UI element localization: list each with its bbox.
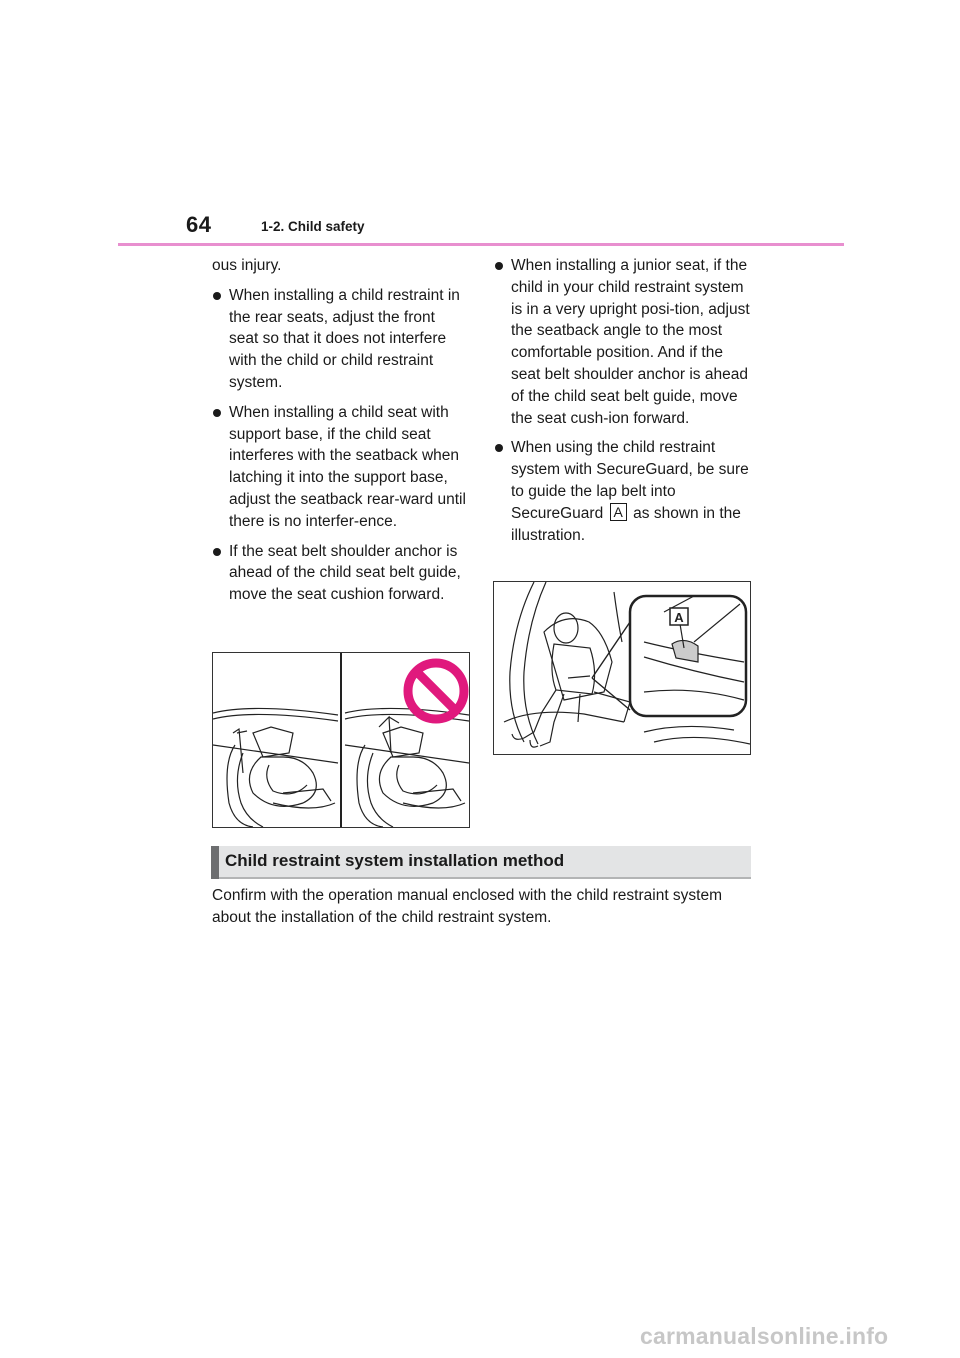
list-item (212, 285, 468, 394)
secureguard-illustration (493, 581, 751, 755)
secureguard-drawing (494, 582, 750, 754)
bullet-icon (213, 292, 221, 300)
list-item-text: When installing a junior seat, if the child in your child restraint system is in a very upright posi-tion, adjust the seatback angle to the most comfortable position. And if the seat belt shoulder anchor is ahead of the child seat belt guide, move the seat cush-ion forward. (511, 257, 750, 427)
subheading (211, 846, 751, 879)
bullet-icon (495, 262, 503, 270)
callout-label-a: A (610, 503, 627, 521)
list-item (212, 402, 468, 533)
list-item (212, 541, 468, 606)
list-item (494, 437, 750, 546)
right-column (494, 255, 750, 554)
header-rule (118, 243, 844, 246)
body-text: Confirm with the operation manual enclosed with the child restraint system about the installation of the child restraint system. (212, 887, 723, 926)
watermark: carmanualsonline.info (640, 1323, 889, 1349)
bullet-icon (495, 444, 503, 452)
list-item-text: as shown in the illustration. (511, 504, 741, 544)
list-item-text: If the seat belt shoulder anchor is ahead of the child seat belt guide, move the seat cushion forward. (229, 542, 461, 604)
subheading-bar (211, 846, 219, 879)
page-number: 64 (186, 212, 212, 237)
section-header: 1-2. Child safety (261, 219, 365, 234)
seat-installation-drawing (213, 653, 469, 827)
list-item (494, 255, 750, 429)
left-column (212, 255, 468, 614)
list-item-text: When installing a child restraint in the rear seats, adjust the front seat so that it does not interfere with the child or child restraint system. (229, 286, 460, 391)
magnified-callout (630, 596, 746, 716)
continuation-text: ous injury. (212, 257, 282, 274)
list-item-text: When using the child restraint system with SecureGuard, be sure to guide the lap belt into SecureGuard (511, 439, 749, 522)
subheading-title: Child restraint system installation method (225, 851, 565, 870)
callout-label-text: A (674, 610, 684, 625)
seat-installation-illustration (212, 652, 470, 828)
list-item-text: When installing a child seat with support base, if the child seat interferes with the seatback when latching it into the support base, adjust the seatback rear-ward until there is no interfer-ence. (229, 403, 466, 530)
bullet-icon (213, 548, 221, 556)
bullet-icon (213, 409, 221, 417)
